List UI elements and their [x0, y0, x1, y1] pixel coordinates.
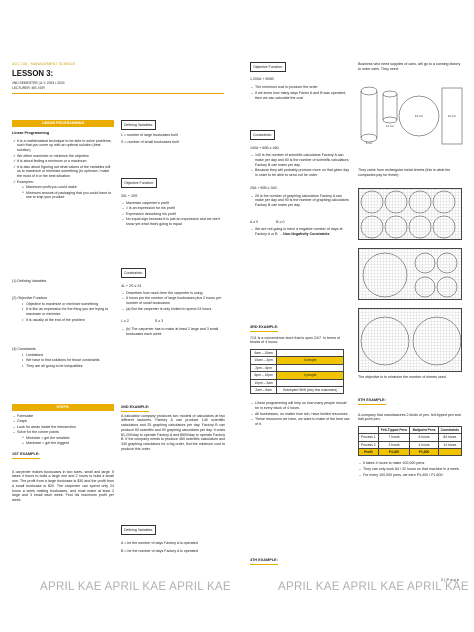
pen-table [358, 426, 462, 456]
objective-section [121, 178, 225, 228]
list-item: – 6 hours per the number of large bookcases plus 2 hours per number of small bookcases [121, 296, 225, 305]
example-title: 5TH EXAMPLE: [358, 398, 386, 405]
objective-text: The objective is to minimize the number of sheets used. [358, 375, 447, 379]
example-text: A company that manufactures 2 kinds of pen, felt-tipped pen and ball-point pen. [358, 412, 461, 422]
example-text: A calculator company produces two models of calculators at two different factories. Factory A can produce 140 scientific calculators and 25 graphing calculators per day. Factory B can produce 60 scientific and 90 graphing calculators per day. It costs $1,200/day to operate Factory A and $900/day to operate Factory B. If the company needs to produce 460 scientific calculators and 340 graphing calculators for a big order, find the minimum cost to produce this order. [121, 413, 226, 451]
objective-expression: 1,200A + 900B [250, 76, 274, 81]
schedule-time: 6pm – 10pm [251, 372, 277, 379]
list-item: – No equal sign because it is just an expression and we don't know yet what that's going to equal [121, 217, 225, 226]
list-item: • They are all going to be inequalities [21, 364, 114, 369]
table-cell: P1,600 [410, 449, 438, 456]
table-cell: P4,400 [378, 449, 410, 456]
semester-info: 2ND SEMESTER | A.Y. 2023 • 2024 [12, 81, 65, 85]
list-item: – Expression describing his profit [121, 212, 225, 217]
constraints-section [121, 268, 225, 337]
constraint-expression: 140A + 60B ≥ 460 [250, 145, 279, 150]
variable-s: S = number of small bookcases built [121, 139, 179, 144]
list-item: – Graph [12, 419, 114, 424]
example-2 [121, 405, 225, 454]
list-item: • Objective to maximize or minimize something [21, 302, 114, 307]
schedule-time: 2am – 6am [251, 387, 277, 394]
page-number: 2 | P a g e [441, 577, 460, 582]
list-item: – These resources we have, we want to make of the best use of it. [250, 417, 350, 426]
list-item: – If we knew how many days Factor A and B was operated, then we can calculate the cost [250, 91, 350, 100]
defining-variables-2 [121, 525, 225, 557]
list-item: – Formulate [12, 414, 114, 419]
list-item: – Describes how much time the carpenter is using [121, 291, 225, 296]
list-item: – Linear programming will help us how many people should be in every block of 4 hours. [250, 401, 350, 410]
step-3 [12, 347, 114, 369]
list-item: – For every 100,000 pens, we earn P4,400 / P1,600. [358, 473, 462, 478]
schedule-row [251, 379, 344, 386]
table-header-cell [359, 427, 379, 434]
lp-points [12, 139, 114, 185]
list-item: ✓ Examples: [12, 180, 114, 185]
inequality-s: S ≥ 3 [154, 319, 164, 324]
list-item: – Because they will probably produce more on that given day in order to be able to send out he order [250, 168, 350, 177]
example-title: 1ST EXAMPLE: [12, 452, 40, 459]
steps-banner: STEPS: [12, 404, 114, 411]
schedule-row [251, 364, 344, 371]
objective-function-box: Objective Function: [250, 62, 286, 72]
schedule-people [277, 364, 344, 371]
list-item: – It takes 4 hours to make 100,000 pens. [358, 461, 462, 466]
table-header-cell: Felt-Tipped Pens [378, 427, 410, 434]
example-text: 7/11 is a convenience store that is open 24/7. In terms of blocks of 4 hours: [250, 335, 341, 345]
cans-diagram [358, 80, 464, 170]
schedule-row [251, 372, 344, 379]
linear-programming-banner: LINEAR PROGRAMMING [12, 120, 114, 127]
step-heading: (1) Defining Variables [12, 279, 47, 283]
example-1 [12, 452, 114, 505]
schedule-time: 2pm – 6pm [251, 364, 277, 371]
list-item: ✓ It is a mathematical technique to be able to solve problems, such that you come up with an optimal solution (best solution) [12, 139, 114, 153]
variable-l: L = number of large bookcases built [121, 132, 178, 137]
list-item: – The minimum cost to produce the order [250, 85, 350, 90]
table-cell: 14 hours [438, 441, 461, 448]
can-1 [361, 87, 377, 142]
header-divider [12, 93, 224, 94]
schedule-time: 10pm – 2am [251, 379, 277, 386]
schedule-row [251, 350, 344, 357]
variable-b: B = be the number of days Factory A is operated [121, 549, 199, 554]
list-item: • We have to find solutions for those constraints [21, 358, 114, 363]
schedule-row [251, 357, 344, 364]
sheet-1 [358, 188, 462, 240]
can-2 [383, 91, 397, 123]
example-title: 4TH EXAMPLE: [250, 558, 278, 565]
column-3 [250, 62, 350, 101]
table-header-cell: Ballpoint Pens [410, 427, 438, 434]
list-item: – 25 is the number of graphing calculators Factory A can make per day and 90 is the number of graphing calculators Factory B can make per day [250, 194, 350, 208]
table-cell: Process 2 [359, 441, 379, 448]
watermark-left: APRIL KAE APRIL KAE APRIL KAE [40, 581, 231, 593]
table-cell [438, 449, 461, 456]
schedule-people: 4 people [277, 357, 344, 364]
list-item: • It is like an expression for the thing you are trying to maximize or minimize [21, 307, 114, 316]
list-item: – (a) But the carpenter is only limited to spend 24 hours [121, 307, 225, 312]
variable-a: A = be the number of days Factory A is operated [121, 540, 198, 545]
table-cell: 3 hours [378, 441, 410, 448]
constraint-expression: 25A + 90B ≥ 340 [250, 185, 277, 190]
objective-function-box: Objective Function: [121, 178, 157, 188]
sheet-2 [358, 248, 462, 300]
step-heading: (2) Objective Function [12, 296, 48, 300]
schedule-people: Graveyard Shift (very few customers) [277, 387, 344, 394]
list-item: – They can only work 84 / 32 hours on that machine in a week. [358, 467, 462, 472]
list-item: – Maximize carpenter's profit [121, 201, 225, 206]
nonneg-note: We are not going to have a negative number of days at Factory A or B [255, 227, 343, 237]
example-title: 3RD EXAMPLE: [250, 325, 278, 332]
sheet-3 [358, 308, 462, 372]
schedule-people [277, 350, 344, 357]
column-4 [358, 62, 462, 74]
example-title: 2ND EXAMPLE: [121, 405, 149, 412]
constraints-section-2 [250, 130, 350, 238]
constraint-expression: 4L + 2S ≤ 24 [121, 283, 142, 288]
sheets-text [358, 168, 462, 180]
list-item: – We are not going to have a negative number of days at Factory A or B → Non-Negativity Constraints [250, 227, 350, 236]
table-header-row [359, 427, 462, 434]
list-item: • Limitations [21, 353, 114, 358]
schedule-time: 6am – 10am [251, 350, 277, 357]
column-2 [121, 120, 225, 147]
schedule-table [250, 349, 344, 394]
schedule-people: 4 people [277, 372, 344, 379]
dim-label: 12 cm [385, 124, 395, 128]
lecturer-info: LECTURER: MS. ISIR [12, 86, 45, 90]
list-item: – 140 is the number of scientific calculators Factory A can make per day and 60 is the number of scientific calculators Factory B can make per day [250, 153, 350, 167]
step-heading: (3) Constraints [12, 347, 36, 351]
schedule-time: 10am – 2pm [251, 357, 277, 364]
dim-label: 8 cm [365, 141, 373, 145]
table-row [359, 441, 462, 448]
table-cell: 6 hours [410, 434, 438, 441]
step-2 [12, 296, 114, 323]
nonneg-bold: Non-Negativity Constraints [283, 232, 330, 237]
dim-label: 10 cm [447, 114, 457, 118]
list-item: – Look for areas inside the intersection [12, 425, 114, 430]
defining-variables-box: Defining Variables: [121, 525, 156, 535]
section-title: Linear Programming [12, 131, 50, 136]
list-item: – All businesses, no matter how rich, have limited resources. [250, 412, 350, 417]
example-5 [358, 398, 462, 478]
list-item: ✓ It is about finding a minimum or a maximum [12, 159, 114, 164]
example-text: A carpenter makes bookcases in two sizes, small and large. It takes 4 hours to build a large one and 2 hours to build a small one. The profit from a large bookcase is $30 and the profit from a small bookcase is $20. The carpenter can spend only 24 hours a week making bookcases, and must make at least 2 large and 3 small each week. Find his maximum profit per week. [12, 469, 114, 502]
table-cell: 4 hours [410, 441, 438, 448]
table-cell: Profit [359, 449, 379, 456]
example-4 [250, 558, 350, 567]
schedule-row [251, 387, 344, 394]
example-3 [250, 325, 350, 427]
table-header-cell: Constraints [438, 427, 461, 434]
table-cell: 84 hours [438, 434, 461, 441]
table-row [359, 434, 462, 441]
list-item: • It is usually at the end of the problem [21, 318, 114, 323]
column-1 [12, 120, 114, 201]
inequality-l: L ≥ 2 [121, 319, 129, 324]
list-item: – Solve for the corner points [12, 430, 114, 435]
table-cell: Process 1 [359, 434, 379, 441]
list-item: o Maximum profit you could make [21, 185, 114, 190]
lesson-title: LESSON 3: [12, 69, 54, 78]
objective-note [358, 375, 462, 382]
course-label: ACC 106 - MANAGEMENT SCIENCE [12, 62, 76, 66]
steps-section [12, 404, 114, 447]
defining-variables-box: Defining Variables: [121, 120, 156, 130]
constraints-box: Constraints: [121, 268, 146, 278]
cans-intro: Business who need supplies of cans, will go to a canning factory to order cans. They need: [358, 62, 461, 71]
examples-list [12, 185, 114, 200]
list-item: ✓ We either maximize or minimize the objective [12, 154, 114, 159]
list-item: o Minimize = get the smallest [21, 436, 114, 441]
list-item: o Maximize = get the biggest [21, 441, 114, 446]
watermark-right: APRIL KAE APRIL KAE APRIL KAE [278, 581, 469, 593]
list-item: ✓ It is also about figuring out what values of the variables will us to maximize or minimize something (to optimize / make the most of it or the best situation [12, 165, 114, 179]
dim-label: 16 cm [414, 114, 424, 118]
step-1 [12, 279, 114, 286]
table-cell: 7 hours [378, 434, 410, 441]
inequality-a: A ≥ 0 [250, 219, 259, 224]
table-row [359, 449, 462, 456]
list-item: o Minimum amount of packaging that you could have to use to ship your product [21, 191, 114, 200]
inequality-b: B ≥ 0 [276, 219, 285, 224]
sheets-intro: They came from rectangular metal sheets (this is what the companies pay for these): [358, 168, 451, 177]
list-item: – (b) The carpenter has to make at least 2 large and 3 small bookcases each week [121, 327, 225, 336]
objective-expression: 30L + 20S [121, 193, 138, 198]
list-item: – √ is an expression for his profit [121, 206, 225, 211]
schedule-people [277, 379, 344, 386]
constraints-box: Constraints: [250, 130, 275, 140]
